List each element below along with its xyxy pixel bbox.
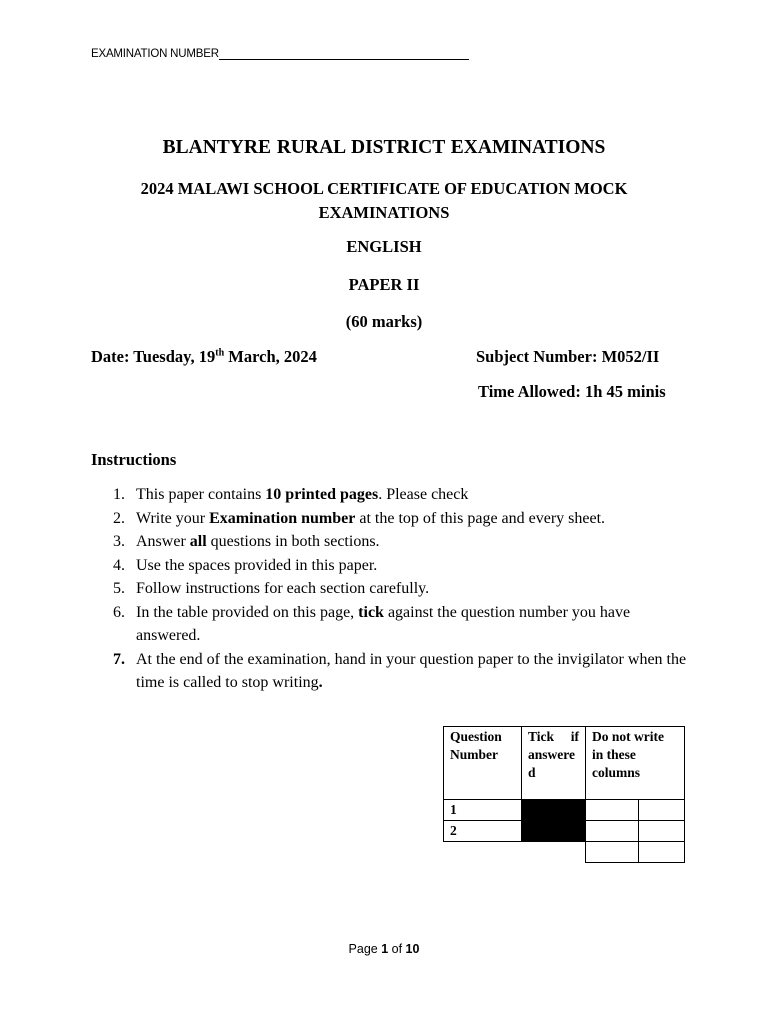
examination-number-blank-line xyxy=(219,47,469,60)
examination-number-field xyxy=(91,47,469,60)
instruction-emphasis: Examination number xyxy=(209,509,356,527)
reserved-cell xyxy=(639,821,685,842)
instruction-text: . Please check xyxy=(378,486,469,503)
reserved-cell xyxy=(586,842,639,863)
instruction-number: 1. xyxy=(113,486,125,503)
question-tick-table xyxy=(443,726,685,863)
tick-cell-shaded xyxy=(522,821,586,842)
instructions-heading: Instructions xyxy=(91,450,177,469)
instruction-text: At the end of the examination, hand in your question paper to the invigilator when the time is called to stop writing xyxy=(136,650,687,691)
instruction-number: 2. xyxy=(113,509,125,527)
marks-title: (60 marks) xyxy=(345,312,423,331)
paper-title: PAPER II xyxy=(348,275,420,294)
instruction-number: 3. xyxy=(113,533,125,550)
question-number-cell: 1 xyxy=(444,800,522,821)
subject-number: Subject Number: M052/II xyxy=(476,347,660,366)
instruction-text: Use the spaces provided in this paper. xyxy=(136,556,378,574)
reserved-cell xyxy=(639,842,685,863)
instruction-emphasis: . xyxy=(318,674,323,691)
examination-number-label: EXAMINATION NUMBER xyxy=(91,48,219,60)
instruction-item xyxy=(91,554,691,578)
instruction-text: In the table provided on this page, xyxy=(136,603,359,621)
tick-cell-shaded xyxy=(522,800,586,821)
instruction-emphasis: 10 printed pages xyxy=(265,486,379,503)
instruction-emphasis: all xyxy=(189,533,207,550)
instruction-text: Write your xyxy=(136,509,210,527)
instruction-emphasis: tick xyxy=(358,603,384,621)
question-number-cell: 2 xyxy=(444,821,522,842)
instruction-text: against the question number you have answered. xyxy=(136,603,631,644)
subject-title: ENGLISH xyxy=(346,237,422,256)
instruction-item xyxy=(91,530,691,554)
instruction-item xyxy=(91,483,691,507)
certificate-title-line1: 2024 MALAWI SCHOOL CERTIFICATE OF EDUCATION MOCK xyxy=(140,179,628,198)
column-header-do-not-write: Do not write in these columns xyxy=(586,727,685,800)
instruction-text: questions in both sections. xyxy=(206,533,380,550)
instruction-number: 5. xyxy=(113,580,125,597)
exam-date: Date: Tuesday, 19th March, 2024 xyxy=(91,347,317,366)
instruction-item xyxy=(91,577,691,601)
empty-cell xyxy=(522,842,586,863)
instruction-text: Answer xyxy=(136,533,190,550)
empty-cell xyxy=(444,842,522,863)
column-header-tick: Tick if answere d xyxy=(522,727,586,800)
instructions-list xyxy=(91,483,691,695)
instruction-text: Follow instructions for each section carefully. xyxy=(136,580,430,597)
instruction-number: 4. xyxy=(113,556,125,574)
time-allowed: Time Allowed: 1h 45 minis xyxy=(478,382,666,401)
district-title: BLANTYRE RURAL DISTRICT EXAMINATIONS xyxy=(162,137,606,158)
certificate-title-line2: EXAMINATIONS xyxy=(318,203,450,222)
instruction-item xyxy=(91,601,691,648)
reserved-cell xyxy=(639,800,685,821)
instruction-item xyxy=(91,507,691,531)
certificate-title xyxy=(0,177,768,225)
page-footer: Page 1 of 10 xyxy=(348,942,420,956)
instruction-number: 7. xyxy=(113,650,125,668)
instruction-item xyxy=(91,648,691,695)
reserved-cell xyxy=(586,821,639,842)
instruction-number: 6. xyxy=(113,603,125,621)
instruction-text: This paper contains xyxy=(136,486,266,503)
column-header-question-number: Question Number xyxy=(444,727,522,800)
reserved-cell xyxy=(586,800,639,821)
instruction-text: at the top of this page and every sheet. xyxy=(355,509,606,527)
